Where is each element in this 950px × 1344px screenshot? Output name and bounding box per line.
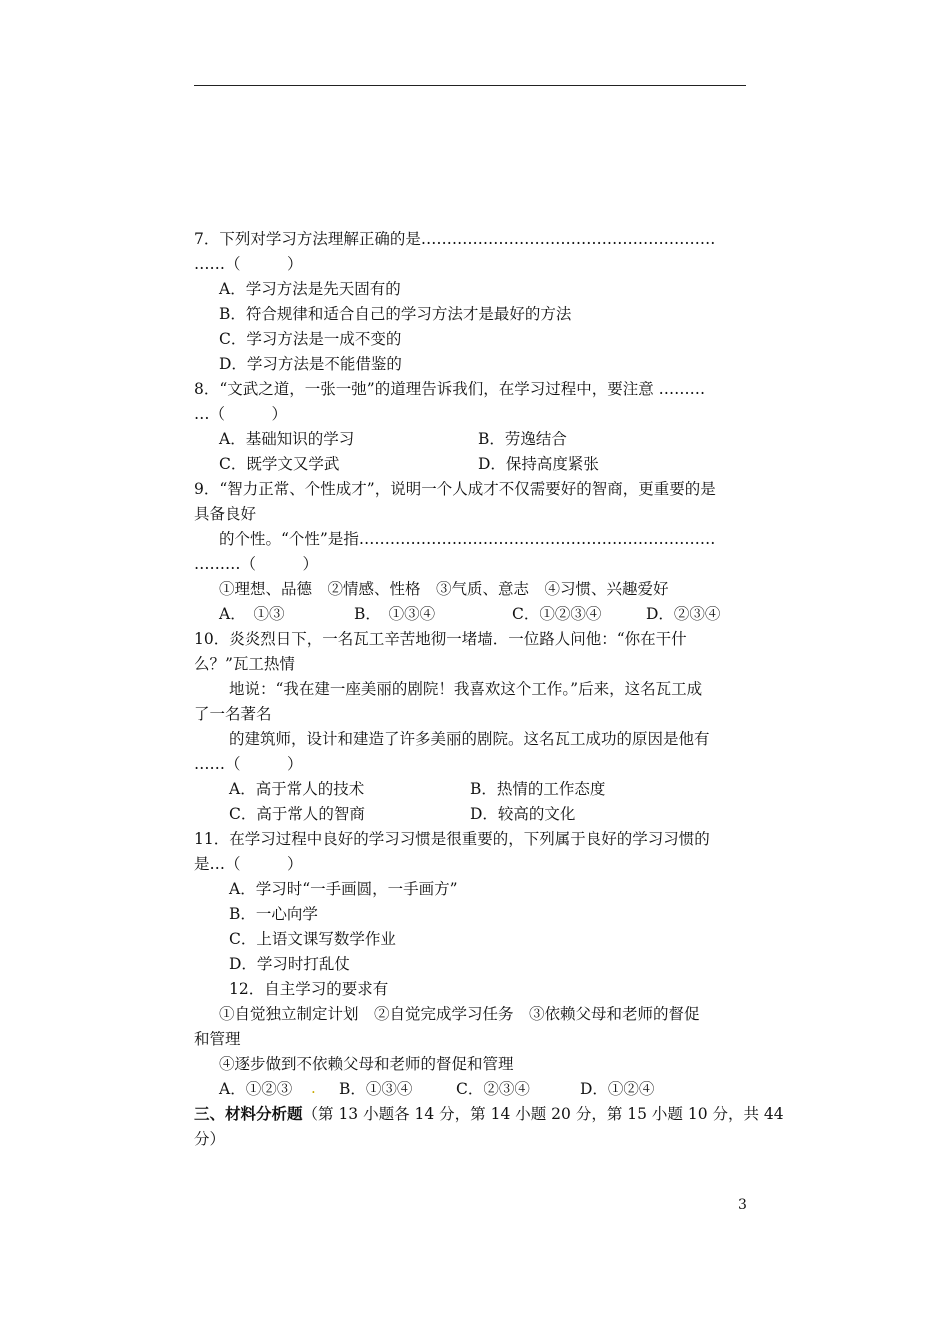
q10-stem-line2: 么？”瓦工热情 [194,655,295,673]
q10-option-a: A．高于常人的技术 [229,780,365,798]
q8-option-c: C．既学文又学武 [219,455,340,473]
q9-items: ①理想、品德 ②情感、性格 ③气质、意志 ④习惯、兴趣爱好 [219,580,669,598]
q9-stem-line1: 9．“智力正常、个性成才”，说明一个人成才不仅需要好的智商，更重要的是 [194,480,716,498]
q9-option-b: B． ①③④ [354,605,436,623]
q9-stem-line4: ………（ ） [194,555,319,573]
q10-stem-line4: 了一名著名 [194,705,272,723]
q7-option-c: C．学习方法是一成不变的 [219,330,402,348]
q11-option-b: B．一心向学 [229,905,318,923]
section3-note-line2: 分） [194,1130,226,1148]
q11-option-a: A．学习时“一手画圆，一手画方” [229,880,458,898]
section3-line1 [194,1104,784,1124]
page-number: 3 [738,1197,747,1213]
header-rule [194,85,746,86]
q9-stem-line3: 的个性。“个性”是指…………………………………………………………… [219,530,716,548]
q10-option-d: D．较高的文化 [470,805,576,823]
q11-option-c: C．上语文课写数学作业 [229,930,396,948]
q8-stem-line1: 8．“文武之道，一张一弛”的道理告诉我们，在学习过程中，要注意 ……… [194,380,706,398]
section3-heading: 三、材料分析题 [194,1104,303,1123]
q12-stem: 12．自主学习的要求有 [229,980,389,998]
q12-option-d: D．①②④ [580,1080,655,1098]
q10-option-c: C．高于常人的智商 [229,805,365,823]
q11-option-d: D．学习时打乱仗 [229,955,350,973]
q10-stem-line6: ……（ ） [194,755,303,773]
section3-note-line1: （第 13 小题各 14 分，第 14 小题 20 分，第 15 小题 10 分，共 44 [302,1105,784,1123]
q10-option-b: B．热情的工作态度 [470,780,606,798]
q9-stem-line2: 具备良好 [194,505,257,523]
q7-option-b: B．符合规律和适合自己的学习方法才是最好的方法 [219,305,572,323]
q9-option-a: A． ①③ [219,605,285,623]
decorative-dot: . [311,1079,316,1097]
q10-stem-line5: 的建筑师，设计和建造了许多美丽的剧院。这名瓦工成功的原因是他有 [229,730,710,748]
q9-option-c: C．①②③④ [512,605,602,623]
q11-stem-line2: 是…（ ） [194,855,303,873]
q9-option-d: D．②③④ [646,605,721,623]
q12-option-a: A．①②③ [219,1080,293,1098]
q10-stem-line1: 10．炎炎烈日下，一名瓦工辛苦地彻一堵墙．一位路人问他：“你在干什 [194,630,687,648]
q7-stem-line2: ……（ ） [194,255,303,273]
q12-items-line2: 和管理 [194,1030,241,1048]
q10-stem-line3: 地说：“我在建一座美丽的剧院！我喜欢这个工作。”后来，这名瓦工成 [229,680,703,698]
q8-stem-line2: …（ ） [194,405,288,423]
q12-items-line1: ①自觉独立制定计划 ②自觉完成学习任务 ③依赖父母和老师的督促 [219,1005,700,1023]
q8-option-a: A．基础知识的学习 [219,430,355,448]
q11-stem-line1: 11．在学习过程中良好的学习习惯是很重要的，下列属于良好的学习习惯的 [194,830,710,848]
q7-option-a: A．学习方法是先天固有的 [219,280,401,298]
q7-option-d: D．学习方法是不能借鉴的 [219,355,402,373]
q12-option-c: C．②③④ [456,1080,530,1098]
q8-option-b: B．劳逸结合 [478,430,567,448]
q7-stem-line1: 7．下列对学习方法理解正确的是………………………………………………… [194,230,716,248]
q12-option-b: B．①③④ [339,1080,413,1098]
q12-items-line3: ④逐步做到不依赖父母和老师的督促和管理 [219,1055,514,1073]
q8-option-d: D．保持高度紧张 [478,455,599,473]
